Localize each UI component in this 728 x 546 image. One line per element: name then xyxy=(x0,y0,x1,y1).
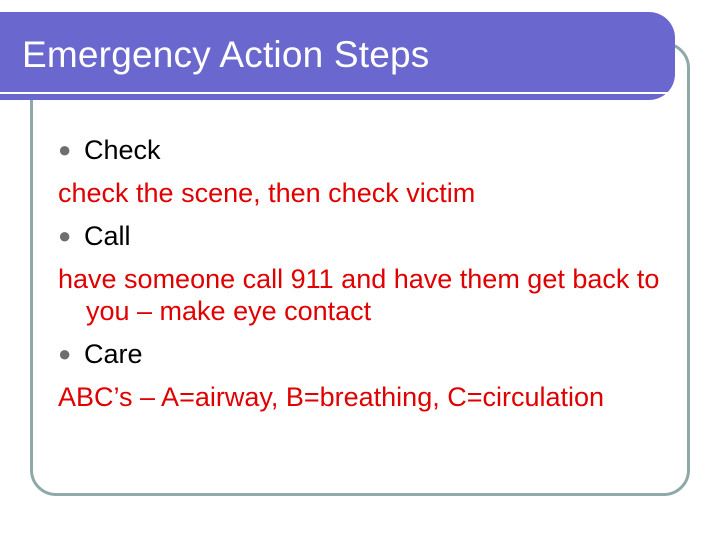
detail-item-check: check the scene, then check victim xyxy=(58,178,476,208)
bullet-item-check xyxy=(58,134,678,166)
bullet-dot-icon: ● xyxy=(58,223,72,248)
detail-item-care: ABC’s – A=airway, B=breathing, C=circulation xyxy=(58,382,605,412)
bullet-label: Care xyxy=(84,339,143,369)
bullet-dot-icon: ● xyxy=(58,137,72,162)
slide-title: Emergency Action Steps xyxy=(22,34,430,75)
bullet-item-call xyxy=(58,220,678,252)
bullet-item-care xyxy=(58,338,678,370)
bullet-dot-icon: ● xyxy=(58,341,72,366)
bullet-list xyxy=(58,134,678,424)
bullet-label: Check xyxy=(84,135,161,165)
title-divider xyxy=(0,92,673,94)
detail-item-call: have someone call 911 and have them get back to you – make eye contact xyxy=(58,264,660,326)
bullet-label: Call xyxy=(84,221,131,251)
